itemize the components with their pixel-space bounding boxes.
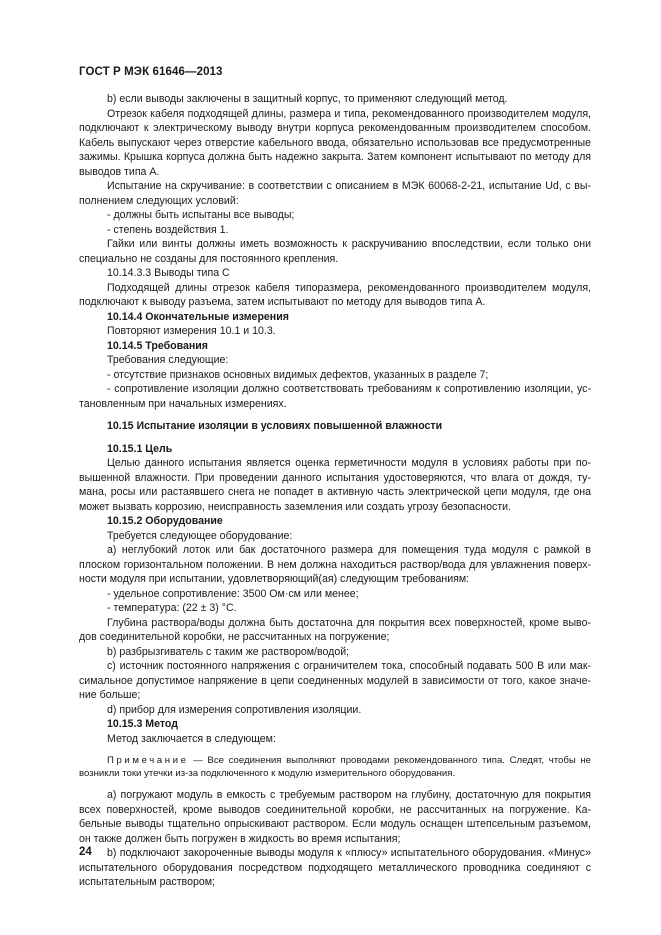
document-header: ГОСТ Р МЭК 61646—2013 xyxy=(79,66,223,78)
subsection-heading: 10.14.4 Окончательные измерения xyxy=(107,310,289,323)
subsection-heading: 10.15.2 Оборудование xyxy=(107,515,223,527)
paragraph: Целью данного испытания является оценка герметичности модуля в условиях работы при повышенной влажности. При проведении данного испытания удостоверяются, что влага от дождя, тумана, росы или растаявшего снега не попадет в активную часть электрической цепи модуля, где она может вызвать коррозию, неисправность заземления или создать угрозу безопасности. xyxy=(79,457,591,513)
list-item: b) подключают закороченные выводы модуля к «плюсу» испытательного оборудования. «Минус» испытательного оборудования посредством подходящего металлического проводника соединяют с испытательным раствором; xyxy=(79,847,591,888)
list-item: d) прибор для измерения сопротивления изоляции. xyxy=(107,703,362,716)
list-item: - отсутствие признаков основных видимых дефектов, указанных в разделе 7; xyxy=(107,368,489,381)
paragraph: Повторяют измерения 10.1 и 10.3. xyxy=(107,325,276,337)
subsection-heading: 10.14.5 Требования xyxy=(107,339,208,352)
list-item: - температура: (22 ± 3) °С. xyxy=(107,602,237,614)
paragraph: Глубина раствора/воды должна быть достаточна для покрытия всех поверхностей, кроме выводов соединительной коробки, не рассчитанных на погружение; xyxy=(79,616,591,643)
paragraph: b) если выводы заключены в защитный корпус, то применяют следующий метод. xyxy=(107,93,508,105)
paragraph: Испытание на скручивание: в соответствии с описанием в МЭК 60068-2-21, испытание Ud, с выполнением следующих условий: xyxy=(79,180,591,207)
paragraph: а) неглубокий лоток или бак достаточного размера для помещения туда модуля с рамкой в плоском горизонтальном положении. В нем должна находиться раствор/вода для увлажнения поверхности модуля при испытании, удовлетворяющий(ая) следующим требованиям: xyxy=(79,544,591,585)
note xyxy=(79,754,591,780)
list-item: - сопротивление изоляции должно соответствовать требованиям к сопротивлению изоляции, установленным при начальных измерениях. xyxy=(79,383,591,410)
subsection-heading: 10.15.3 Метод xyxy=(107,718,178,730)
subsection-heading: 10.15.1 Цель xyxy=(107,442,173,455)
document-body xyxy=(79,92,591,890)
paragraph: Требуется следующее оборудование: xyxy=(107,529,293,542)
page-number: 24 xyxy=(79,846,92,858)
paragraph: Гайки или винты должны иметь возможность к раскручиванию впоследствии, если только они специально не созданы для постоянного крепления. xyxy=(79,238,591,265)
paragraph: Метод заключается в следующем: xyxy=(107,732,276,745)
paragraph: Требования следующие: xyxy=(107,354,229,366)
list-item: b) разбрызгиватель с таким же раствором/водой; xyxy=(107,645,350,658)
note-label: Примечание xyxy=(107,755,189,766)
note-text: — Все соединения выполняют проводами рекомендованного типа. Следят, чтобы не возникли токи утечки из-за подключенного к модулю измерительного оборудования. xyxy=(79,755,591,779)
list-item: а) погружают модуль в емкость с требуемым раствором на глубину, достаточную для покрытия всех поверхностей, кроме выводов соединительной коробки, не рассчитанных на погружение. Кабельные выводы тщательно опрыскивают раствором. Если модуль оснащен штепсельным разъемом, он также должен быть погружен в жидкость во время испытания; xyxy=(79,789,591,845)
section-heading: 10.15 Испытание изоляции в условиях повышенной влажности xyxy=(107,420,443,432)
paragraph: Отрезок кабеля подходящей длины, размера и типа, рекомендованного производителем модуля, подключают к электрическому выводу внутри корпуса рекомендованным производителем способом. Кабель выпускают через отверстие кабельного ввода, обязательно использовав все предусмотренные зажимы. Крышка корпуса должна быть надежно закрыта. Затем компонент испытывают по методу для выводов типа А. xyxy=(79,107,591,178)
list-item: с) источник постоянного напряжения с ограничителем тока, способный подавать 500 В или максимальное допустимое напряжение в цепи соединенных модулей в зависимости от того, какое значение больше; xyxy=(79,660,591,701)
subsection-heading: 10.14.3.3 Выводы типа С xyxy=(107,267,230,279)
list-item: - должны быть испытаны все выводы; xyxy=(107,209,295,221)
paragraph: Подходящей длины отрезок кабеля типоразмера, рекомендованного производителем модуля, подключают к выводу разъема, затем испытывают по методу для выводов типа А. xyxy=(79,281,591,308)
list-item: - степень воздействия 1. xyxy=(107,223,229,236)
list-item: - удельное сопротивление: 3500 Ом·см или менее; xyxy=(107,587,359,600)
